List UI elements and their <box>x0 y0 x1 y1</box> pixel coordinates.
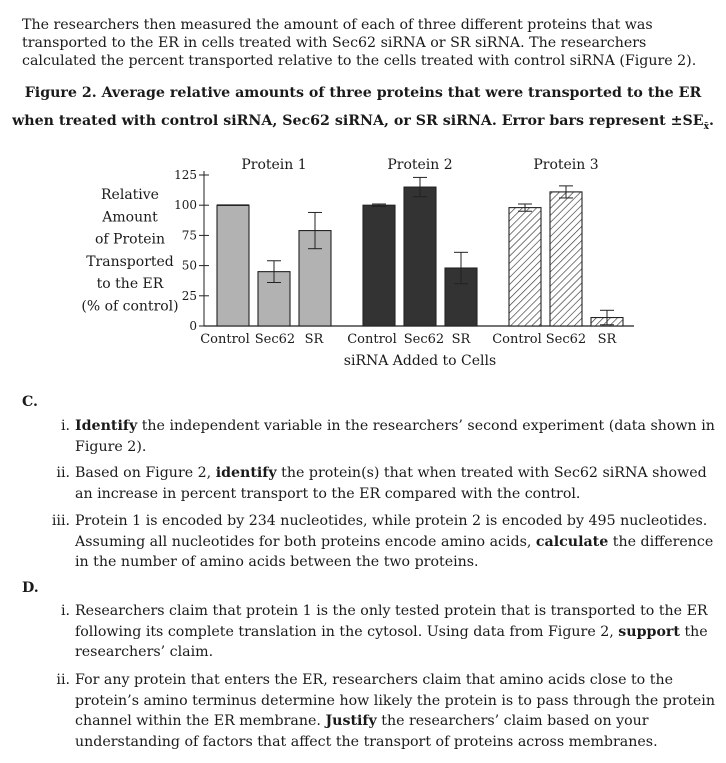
bar-protein-2-control <box>363 205 395 326</box>
question-text <box>75 416 718 457</box>
question-text-run: the difference in the number of amino acids between the two proteins. <box>75 533 714 570</box>
category-label: SR <box>304 332 324 347</box>
y-tick-label: 25 <box>181 288 197 303</box>
question-c-ii <box>50 463 718 504</box>
task-verb: calculate <box>535 533 609 550</box>
question-text <box>75 601 718 663</box>
question-number: ii. <box>56 672 70 688</box>
bar-protein-3-control <box>509 208 541 326</box>
question-text-run: For any protein that enters the ER, researchers claim that amino acids close to the protein’s amino terminus determine how likely the protein is to pass through the protein channel within the ER membrane. <box>75 672 715 729</box>
question-text <box>75 511 718 573</box>
part-d-label: D. <box>22 580 39 596</box>
figure-title-subscript: x̄ <box>703 121 709 132</box>
bar-protein-1-control <box>217 205 249 326</box>
category-label: Control <box>200 332 250 347</box>
y-axis-label-line: Relative <box>101 187 159 203</box>
y-axis-label-line: Transported <box>86 253 174 270</box>
y-axis-label-line: to the ER <box>96 276 164 293</box>
y-tick-label: 75 <box>181 228 197 243</box>
part-c-label: C. <box>22 394 38 410</box>
bar-protein-3-sec62 <box>550 192 582 326</box>
question-c-i <box>50 416 718 457</box>
question-number: ii. <box>56 465 70 481</box>
task-verb: identify <box>215 465 277 481</box>
question-text-run: the researchers’ claim based on your understanding of factors that affect the transport of proteins across membranes. <box>75 713 658 750</box>
y-tick-label: 125 <box>174 168 197 182</box>
question-number: i. <box>60 418 70 434</box>
question-text-run: Based on Figure 2, <box>75 465 216 481</box>
y-axis-label-line: Amount <box>102 209 158 226</box>
question-text-run: Protein 1 is encoded by 234 nucleotides, while protein 2 is encoded by 495 nucleotides. Assuming all nucleotides for both proteins encode amino acids, <box>75 513 708 550</box>
figure-2-chart <box>0 150 726 380</box>
question-c-iii <box>50 511 718 573</box>
question-d-i <box>50 601 718 663</box>
category-label: SR <box>451 332 471 347</box>
category-label: Sec62 <box>545 332 587 347</box>
task-verb: Identify <box>75 418 138 434</box>
category-label: Sec62 <box>254 332 296 347</box>
category-label: Control <box>492 332 542 347</box>
chart-svg <box>0 150 726 380</box>
group-label: Protein 1 <box>241 157 307 173</box>
intro-paragraph: The researchers then measured the amount of each of three different proteins that was transported to the ER in cells treated with Sec62 siRNA or SR siRNA. The researchers calculated the percent transported relative to the cells treated with control siRNA (Figure 2). <box>22 17 697 69</box>
group-label: Protein 3 <box>533 157 599 173</box>
task-verb: support <box>618 623 680 640</box>
bar-protein-2-sec62 <box>404 187 436 326</box>
x-axis-label: siRNA Added to Cells <box>343 353 497 369</box>
question-text <box>75 670 718 752</box>
question-number: iii. <box>51 513 70 529</box>
category-label: Control <box>347 332 397 347</box>
figure-title-end: . <box>708 113 714 129</box>
category-label: Sec62 <box>403 332 445 347</box>
task-verb: Justify <box>325 713 377 729</box>
figure-title <box>10 79 716 141</box>
question-text-run: the protein(s) that when treated with Sec62 siRNA showed an increase in percent transport to the ER compared with the control. <box>75 465 707 502</box>
y-axis-label-line: of Protein <box>94 231 166 248</box>
question-d-ii <box>50 670 718 752</box>
question-number: i. <box>60 603 70 619</box>
y-tick-label: 0 <box>189 319 197 333</box>
y-axis-label-line: (% of control) <box>81 298 179 315</box>
figure-title-text: Figure 2. Average relative amounts of three proteins that were transported to the ER when treated with control siRNA, Sec62 siRNA, or SR siRNA. Error bars represent ±SE <box>12 85 704 129</box>
question-text-run: the researchers’ claim. <box>75 623 708 660</box>
question-text-run: Researchers claim that protein 1 is the only tested protein that is transported to the ER following its complete translation in the cytosol. Using data from Figure 2, <box>75 603 708 640</box>
question-text <box>75 463 718 504</box>
category-label: SR <box>597 332 617 347</box>
question-text-run: the independent variable in the researchers’ second experiment (data shown in Figure 2). <box>75 418 715 455</box>
y-tick-label: 50 <box>181 258 197 273</box>
group-label: Protein 2 <box>387 157 453 173</box>
y-tick-label: 100 <box>174 198 197 213</box>
